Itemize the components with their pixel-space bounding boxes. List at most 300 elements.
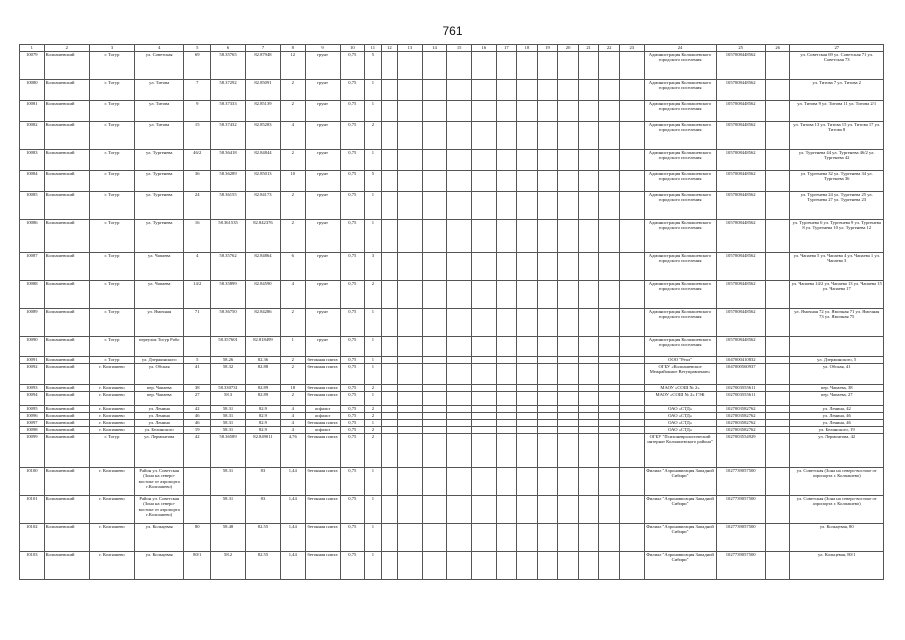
settlement-cell: г. Колпашево: [89, 468, 134, 496]
empty-cell: [599, 406, 620, 413]
district-cell: Колпашевский: [44, 385, 89, 392]
area-cell: 12: [280, 52, 305, 80]
empty-cell: [422, 413, 447, 420]
col-header: 27: [790, 45, 884, 52]
empty-cell: [517, 192, 538, 220]
container-count-cell: 1: [365, 364, 381, 385]
volume-cell: 0,75: [340, 220, 365, 253]
empty-cell: [765, 524, 790, 552]
empty-cell: [472, 468, 497, 496]
empty-cell: [381, 420, 397, 427]
empty-cell: [619, 281, 644, 309]
settlement-cell: г. Тогур: [89, 434, 134, 468]
ogrn-cell: 1027003554929: [716, 434, 765, 468]
empty-cell: [578, 524, 599, 552]
empty-cell: [578, 171, 599, 192]
empty-cell: [447, 337, 472, 357]
longitude-cell: 82.84844: [246, 150, 281, 171]
owner-cell: ОГБУ "Психоневрологический интернат Колпашевского района": [644, 434, 716, 468]
empty-cell: [447, 468, 472, 496]
table-row: [20, 281, 884, 309]
empty-cell: [381, 496, 397, 524]
street-cell: ул. Тургенева: [135, 192, 184, 220]
empty-cell: [599, 413, 620, 420]
volume-cell: 0,75: [340, 413, 365, 420]
record-number-cell: 10096: [20, 413, 45, 420]
street-cell: ул. Кольцевая: [135, 524, 184, 552]
settlement-cell: г. Тогур: [89, 309, 134, 337]
house-number-cell: [184, 496, 211, 524]
empty-cell: [398, 392, 423, 406]
longitude-cell: 82.9: [246, 427, 281, 434]
table-row: [20, 101, 884, 122]
street-cell: ул. Ленина: [135, 420, 184, 427]
empty-cell: [472, 80, 497, 101]
empty-cell: [496, 122, 517, 150]
empty-cell: [765, 122, 790, 150]
area-cell: 10: [280, 171, 305, 192]
container-count-cell: 1: [365, 150, 381, 171]
empty-cell: [422, 468, 447, 496]
settlement-cell: г. Колпашево: [89, 392, 134, 406]
owner-cell: МАОУ «СОШ № 2»: [644, 385, 716, 392]
surface-cell: грунт: [305, 101, 340, 122]
street-cell: Район ул. Советская (Зона на северо-востоке от аэропорта г.Колпашево): [135, 468, 184, 496]
volume-cell: 0,75: [340, 150, 365, 171]
empty-cell: [422, 496, 447, 524]
owner-cell: Администрация Колпашевского городского поселения: [644, 192, 716, 220]
volume-cell: 0,75: [340, 524, 365, 552]
area-cell: 4,76: [280, 434, 305, 468]
col-header: 9: [305, 45, 340, 52]
volume-cell: 0,75: [340, 357, 365, 364]
house-number-cell: [184, 468, 211, 496]
empty-cell: [447, 122, 472, 150]
volume-cell: 0,75: [340, 122, 365, 150]
empty-cell: [578, 468, 599, 496]
empty-cell: [496, 309, 517, 337]
empty-cell: [558, 496, 579, 524]
owner-cell: Администрация Колпашевского городского поселения: [644, 337, 716, 357]
empty-cell: [517, 385, 538, 392]
table-row: [20, 80, 884, 101]
longitude-cell: 82.84286: [246, 309, 281, 337]
latitude-cell: 58.31: [211, 427, 246, 434]
container-count-cell: 1: [365, 357, 381, 364]
empty-cell: [447, 420, 472, 427]
empty-cell: [599, 122, 620, 150]
column-number-row: [20, 45, 884, 52]
owner-cell: Филиал "Аэронавигация Западной Сибири": [644, 496, 716, 524]
empty-cell: [472, 171, 497, 192]
empty-cell: [381, 357, 397, 364]
empty-cell: [398, 253, 423, 281]
empty-cell: [496, 80, 517, 101]
container-count-cell: 2: [365, 281, 381, 309]
district-cell: Колпашевский: [44, 406, 89, 413]
container-count-cell: 2: [365, 406, 381, 413]
table-row: [20, 220, 884, 253]
owner-cell: Администрация Колпашевского городского поселения: [644, 52, 716, 80]
ogrn-cell: 1027003582762: [716, 427, 765, 434]
empty-cell: [765, 192, 790, 220]
empty-cell: [517, 427, 538, 434]
empty-cell: [472, 552, 497, 580]
empty-cell: [517, 392, 538, 406]
house-number-cell: 42: [184, 434, 211, 468]
house-number-cell: 9: [184, 101, 211, 122]
empty-cell: [619, 434, 644, 468]
served-addresses-cell: ул. Тургенева 24 ул. Тургенева 25 ул. Тургенева 27 ул. Тургенева 23: [790, 192, 884, 220]
col-header: 13: [398, 45, 423, 52]
col-header: 18: [517, 45, 538, 52]
empty-cell: [381, 253, 397, 281]
empty-cell: [447, 427, 472, 434]
empty-cell: [578, 420, 599, 427]
empty-cell: [517, 80, 538, 101]
longitude-cell: 83: [246, 496, 281, 524]
longitude-cell: 82.9: [246, 406, 281, 413]
latitude-cell: 58.357601: [211, 337, 246, 357]
empty-cell: [599, 171, 620, 192]
owner-cell: Администрация Колпашевского городского поселения: [644, 101, 716, 122]
surface-cell: асфальт: [305, 427, 340, 434]
street-cell: пер. Чапаева: [135, 385, 184, 392]
owner-cell: Администрация Колпашевского городского поселения: [644, 80, 716, 101]
district-cell: Колпашевский: [44, 524, 89, 552]
longitude-cell: 82.842376: [246, 220, 281, 253]
empty-cell: [472, 150, 497, 171]
surface-cell: бетонная плита: [305, 496, 340, 524]
empty-cell: [578, 337, 599, 357]
empty-cell: [517, 122, 538, 150]
served-addresses-cell: ул. Титова 7 ул. Титова 2: [790, 80, 884, 101]
latitude-cell: 58.36418: [211, 150, 246, 171]
empty-cell: [447, 392, 472, 406]
table-row: [20, 420, 884, 427]
owner-cell: Администрация Колпашевского городского поселения: [644, 309, 716, 337]
empty-cell: [381, 524, 397, 552]
served-addresses-cell: ул. Чапаева 5 ул. Чапаева 4 ул. Чапаева 1 ул. Чапаева 3: [790, 253, 884, 281]
street-cell: ул. Тургенева: [135, 150, 184, 171]
empty-cell: [537, 281, 558, 309]
ogrn-cell: 1027739057500: [716, 524, 765, 552]
ogrn-cell: 1057008448562: [716, 253, 765, 281]
empty-cell: [517, 496, 538, 524]
empty-cell: [398, 385, 423, 392]
volume-cell: 0,75: [340, 392, 365, 406]
house-number-cell: 46: [184, 420, 211, 427]
surface-cell: бетонная плита: [305, 357, 340, 364]
empty-cell: [619, 468, 644, 496]
page-number: 761: [442, 24, 463, 38]
ogrn-cell: 1047000410832: [716, 357, 765, 364]
street-cell: ул. Обская: [135, 364, 184, 385]
empty-cell: [422, 220, 447, 253]
empty-cell: [537, 171, 558, 192]
house-number-cell: 38: [184, 385, 211, 392]
district-cell: Колпашевский: [44, 171, 89, 192]
table-row: [20, 337, 884, 357]
surface-cell: бетонная плита: [305, 434, 340, 468]
col-header: 5: [184, 45, 211, 52]
area-cell: 4: [280, 413, 305, 420]
empty-cell: [496, 220, 517, 253]
empty-cell: [517, 434, 538, 468]
house-number-cell: 27: [184, 392, 211, 406]
longitude-cell: 82.55: [246, 524, 281, 552]
district-cell: Колпашевский: [44, 281, 89, 309]
district-cell: Колпашевский: [44, 392, 89, 406]
empty-cell: [558, 52, 579, 80]
registry-body: [20, 52, 884, 580]
col-header: 23: [619, 45, 644, 52]
served-addresses-cell: ул. Ленина, 46: [790, 420, 884, 427]
volume-cell: 0,75: [340, 101, 365, 122]
area-cell: 18: [280, 385, 305, 392]
served-addresses-cell: ул. Чапаева 14/2 ул. Чапаева 13 ул. Чапаева 15 ул. Чапаева 17: [790, 281, 884, 309]
house-number-cell: 14/2: [184, 281, 211, 309]
volume-cell: 0,75: [340, 364, 365, 385]
empty-cell: [447, 552, 472, 580]
latitude-cell: 58.36589: [211, 434, 246, 468]
empty-cell: [537, 253, 558, 281]
surface-cell: грунт: [305, 220, 340, 253]
empty-cell: [619, 552, 644, 580]
longitude-cell: 83: [246, 468, 281, 496]
longitude-cell: 82.9: [246, 413, 281, 420]
empty-cell: [537, 192, 558, 220]
latitude-cell: 58.31: [211, 420, 246, 427]
empty-cell: [765, 253, 790, 281]
ogrn-cell: 1057008448562: [716, 220, 765, 253]
house-number-cell: 46/2: [184, 150, 211, 171]
owner-cell: Филиал "Аэронавигация Западной Сибири": [644, 468, 716, 496]
empty-cell: [537, 337, 558, 357]
volume-cell: 0,75: [340, 253, 365, 281]
empty-cell: [496, 171, 517, 192]
surface-cell: грунт: [305, 253, 340, 281]
ogrn-cell: 1057008448562: [716, 337, 765, 357]
record-number-cell: 10102: [20, 524, 45, 552]
col-header: 19: [537, 45, 558, 52]
col-header: 15: [447, 45, 472, 52]
district-cell: Колпашевский: [44, 337, 89, 357]
empty-cell: [517, 253, 538, 281]
empty-cell: [599, 468, 620, 496]
empty-cell: [398, 337, 423, 357]
col-header: 16: [472, 45, 497, 52]
empty-cell: [447, 192, 472, 220]
empty-cell: [558, 385, 579, 392]
record-number-cell: 10099: [20, 434, 45, 468]
empty-cell: [619, 122, 644, 150]
street-cell: ул. Ленина: [135, 413, 184, 420]
empty-cell: [765, 434, 790, 468]
surface-cell: грунт: [305, 309, 340, 337]
empty-cell: [619, 192, 644, 220]
owner-cell: Администрация Колпашевского городского поселения: [644, 122, 716, 150]
empty-cell: [578, 434, 599, 468]
empty-cell: [422, 101, 447, 122]
longitude-cell: 82.84173: [246, 192, 281, 220]
area-cell: 2: [280, 392, 305, 406]
settlement-cell: г. Тогур: [89, 281, 134, 309]
owner-cell: Филиал "Аэронавигация Западной Сибири": [644, 524, 716, 552]
district-cell: Колпашевский: [44, 468, 89, 496]
empty-cell: [381, 427, 397, 434]
area-cell: 2: [280, 357, 305, 364]
empty-cell: [765, 220, 790, 253]
surface-cell: грунт: [305, 150, 340, 171]
empty-cell: [765, 80, 790, 101]
empty-cell: [578, 357, 599, 364]
house-number-cell: 16: [184, 220, 211, 253]
empty-cell: [398, 309, 423, 337]
area-cell: 2: [280, 309, 305, 337]
empty-cell: [537, 101, 558, 122]
empty-cell: [619, 392, 644, 406]
surface-cell: бетонная плита: [305, 392, 340, 406]
empty-cell: [447, 406, 472, 413]
empty-cell: [447, 281, 472, 309]
surface-cell: асфальт: [305, 413, 340, 420]
empty-cell: [398, 427, 423, 434]
district-cell: Колпашевский: [44, 357, 89, 364]
served-addresses-cell: ул. Ленина, 46: [790, 413, 884, 420]
latitude-cell: 58.35765: [211, 52, 246, 80]
street-cell: ул. Ямочная: [135, 309, 184, 337]
latitude-cell: 58.37333: [211, 101, 246, 122]
empty-cell: [496, 406, 517, 413]
settlement-cell: г. Тогур: [89, 80, 134, 101]
empty-cell: [398, 468, 423, 496]
empty-cell: [537, 357, 558, 364]
street-cell: ул. Белинского: [135, 427, 184, 434]
container-count-cell: 1: [365, 552, 381, 580]
table-row: [20, 364, 884, 385]
empty-cell: [398, 150, 423, 171]
container-count-cell: 1: [365, 420, 381, 427]
area-cell: 2: [280, 150, 305, 171]
container-count-cell: 1: [365, 220, 381, 253]
empty-cell: [496, 52, 517, 80]
empty-cell: [517, 406, 538, 413]
empty-cell: [558, 281, 579, 309]
container-count-cell: 1: [365, 309, 381, 337]
empty-cell: [472, 420, 497, 427]
empty-cell: [537, 220, 558, 253]
empty-cell: [398, 52, 423, 80]
table-row: [20, 496, 884, 524]
owner-cell: Администрация Колпашевского городского поселения: [644, 220, 716, 253]
empty-cell: [422, 357, 447, 364]
area-cell: 4: [280, 427, 305, 434]
empty-cell: [496, 434, 517, 468]
longitude-cell: 82.88: [246, 364, 281, 385]
container-count-cell: 1: [365, 337, 381, 357]
latitude-cell: 58.330731: [211, 385, 246, 392]
empty-cell: [578, 413, 599, 420]
empty-cell: [496, 192, 517, 220]
container-count-cell: 5: [365, 52, 381, 80]
street-cell: ул. Чапаева: [135, 253, 184, 281]
empty-cell: [447, 101, 472, 122]
district-cell: Колпашевский: [44, 80, 89, 101]
col-header: 14: [422, 45, 447, 52]
col-header: 7: [246, 45, 281, 52]
container-count-cell: 2: [365, 122, 381, 150]
table-row: [20, 52, 884, 80]
empty-cell: [422, 309, 447, 337]
latitude-cell: 58.31: [211, 406, 246, 413]
empty-cell: [398, 364, 423, 385]
empty-cell: [472, 281, 497, 309]
empty-cell: [472, 192, 497, 220]
table-row: [20, 150, 884, 171]
empty-cell: [381, 101, 397, 122]
empty-cell: [558, 434, 579, 468]
empty-cell: [472, 52, 497, 80]
empty-cell: [472, 253, 497, 281]
empty-cell: [472, 434, 497, 468]
empty-cell: [398, 357, 423, 364]
record-number-cell: 10086: [20, 220, 45, 253]
empty-cell: [578, 150, 599, 171]
latitude-cell: 58.37432: [211, 122, 246, 150]
empty-cell: [447, 357, 472, 364]
empty-cell: [558, 171, 579, 192]
street-cell: переулок Тогур Рабо: [135, 337, 184, 357]
col-header: 17: [496, 45, 517, 52]
table-row: [20, 192, 884, 220]
empty-cell: [398, 434, 423, 468]
longitude-cell: 82.85013: [246, 171, 281, 192]
owner-cell: ООО "Реал": [644, 357, 716, 364]
ogrn-cell: 1027003555611: [716, 392, 765, 406]
empty-cell: [447, 309, 472, 337]
volume-cell: 0,75: [340, 52, 365, 80]
empty-cell: [381, 337, 397, 357]
col-header: 4: [135, 45, 184, 52]
empty-cell: [422, 552, 447, 580]
empty-cell: [599, 52, 620, 80]
empty-cell: [381, 122, 397, 150]
empty-cell: [619, 309, 644, 337]
settlement-cell: г. Колпашево: [89, 524, 134, 552]
empty-cell: [472, 364, 497, 385]
empty-cell: [537, 385, 558, 392]
served-addresses-cell: ул. Советская 69 ул. Советская 71 ул. Советская 73: [790, 52, 884, 80]
empty-cell: [398, 496, 423, 524]
empty-cell: [765, 406, 790, 413]
settlement-cell: г. Тогур: [89, 52, 134, 80]
record-number-cell: 10091: [20, 357, 45, 364]
empty-cell: [558, 122, 579, 150]
street-cell: ул. Ленина: [135, 406, 184, 413]
empty-cell: [381, 406, 397, 413]
empty-cell: [517, 337, 538, 357]
empty-cell: [599, 281, 620, 309]
ogrn-cell: 1027003555611: [716, 385, 765, 392]
record-number-cell: 10089: [20, 309, 45, 337]
empty-cell: [496, 337, 517, 357]
empty-cell: [381, 80, 397, 101]
surface-cell: грунт: [305, 281, 340, 309]
ogrn-cell: 1057008448562: [716, 122, 765, 150]
empty-cell: [472, 220, 497, 253]
district-cell: Колпашевский: [44, 552, 89, 580]
